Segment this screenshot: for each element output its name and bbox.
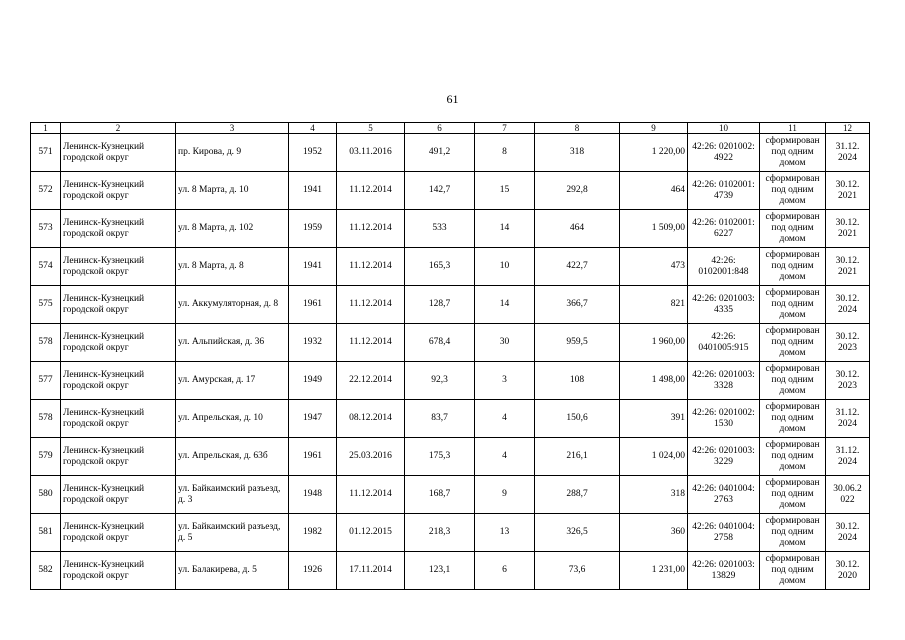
column-header: 12 <box>826 123 870 134</box>
municipality-cell: Ленинск-Кузнецкий городской округ <box>61 362 176 400</box>
resettlement-area-cell: 216,1 <box>535 438 620 476</box>
address-cell: ул. 8 Марта, д. 8 <box>176 248 289 286</box>
amount-cell: 1 960,00 <box>620 324 688 362</box>
residents-cell: 9 <box>475 476 535 514</box>
resettlement-area-cell: 288,7 <box>535 476 620 514</box>
area-cell: 83,7 <box>405 400 475 438</box>
column-header: 2 <box>61 123 176 134</box>
date-cell: 11.12.2014 <box>337 248 405 286</box>
resettlement-area-cell: 73,6 <box>535 552 620 590</box>
table-row <box>31 362 870 400</box>
land-plot-status-cell: сформирован под одним домом <box>760 134 826 172</box>
deadline-cell: 30.06.2 022 <box>826 476 870 514</box>
row-number-cell: 581 <box>31 514 61 552</box>
municipality-cell: Ленинск-Кузнецкий городской округ <box>61 286 176 324</box>
resettlement-area-cell: 464 <box>535 210 620 248</box>
column-header: 6 <box>405 123 475 134</box>
date-cell: 08.12.2014 <box>337 400 405 438</box>
row-number-cell: 573 <box>31 210 61 248</box>
row-number-cell: 574 <box>31 248 61 286</box>
amount-cell: 464 <box>620 172 688 210</box>
land-plot-status-cell: сформирован под одним домом <box>760 172 826 210</box>
residents-cell: 6 <box>475 552 535 590</box>
table-row <box>31 400 870 438</box>
column-header: 3 <box>176 123 289 134</box>
address-cell: ул. Амурская, д. 17 <box>176 362 289 400</box>
resettlement-area-cell: 108 <box>535 362 620 400</box>
row-number-cell: 578 <box>31 400 61 438</box>
row-number-cell: 571 <box>31 134 61 172</box>
area-cell: 533 <box>405 210 475 248</box>
year-cell: 1959 <box>289 210 337 248</box>
table-row <box>31 324 870 362</box>
cadastral-number-cell: 42:26: 0201003: 13829 <box>688 552 760 590</box>
cadastral-number-cell: 42:26: 0201002: 4922 <box>688 134 760 172</box>
municipality-cell: Ленинск-Кузнецкий городской округ <box>61 514 176 552</box>
land-plot-status-cell: сформирован под одним домом <box>760 286 826 324</box>
deadline-cell: 30.12. 2020 <box>826 552 870 590</box>
address-cell: ул. Байкаимский разъезд, д. 5 <box>176 514 289 552</box>
table-row <box>31 134 870 172</box>
registry-table <box>30 122 870 590</box>
address-cell: ул. Аккумуляторная, д. 8 <box>176 286 289 324</box>
cadastral-number-cell: 42:26: 0201003: 3229 <box>688 438 760 476</box>
column-header: 8 <box>535 123 620 134</box>
row-number-cell: 577 <box>31 362 61 400</box>
resettlement-area-cell: 150,6 <box>535 400 620 438</box>
year-cell: 1961 <box>289 286 337 324</box>
year-cell: 1961 <box>289 438 337 476</box>
year-cell: 1982 <box>289 514 337 552</box>
land-plot-status-cell: сформирован под одним домом <box>760 324 826 362</box>
column-header: 7 <box>475 123 535 134</box>
year-cell: 1926 <box>289 552 337 590</box>
row-number-cell: 582 <box>31 552 61 590</box>
date-cell: 01.12.2015 <box>337 514 405 552</box>
date-cell: 11.12.2014 <box>337 286 405 324</box>
deadline-cell: 30.12. 2021 <box>826 248 870 286</box>
cadastral-number-cell: 42:26: 0201003: 3328 <box>688 362 760 400</box>
amount-cell: 391 <box>620 400 688 438</box>
residents-cell: 8 <box>475 134 535 172</box>
residents-cell: 4 <box>475 400 535 438</box>
date-cell: 22.12.2014 <box>337 362 405 400</box>
residents-cell: 14 <box>475 286 535 324</box>
area-cell: 491,2 <box>405 134 475 172</box>
year-cell: 1952 <box>289 134 337 172</box>
land-plot-status-cell: сформирован под одним домом <box>760 514 826 552</box>
residents-cell: 15 <box>475 172 535 210</box>
table-row <box>31 248 870 286</box>
municipality-cell: Ленинск-Кузнецкий городской округ <box>61 210 176 248</box>
header-row <box>31 123 870 134</box>
residents-cell: 4 <box>475 438 535 476</box>
municipality-cell: Ленинск-Кузнецкий городской округ <box>61 324 176 362</box>
row-number-cell: 580 <box>31 476 61 514</box>
column-header: 1 <box>31 123 61 134</box>
address-cell: ул. Апрельская, д. 10 <box>176 400 289 438</box>
amount-cell: 318 <box>620 476 688 514</box>
land-plot-status-cell: сформирован под одним домом <box>760 552 826 590</box>
area-cell: 128,7 <box>405 286 475 324</box>
date-cell: 17.11.2014 <box>337 552 405 590</box>
deadline-cell: 30.12. 2021 <box>826 210 870 248</box>
address-cell: ул. 8 Марта, д. 102 <box>176 210 289 248</box>
column-header: 10 <box>688 123 760 134</box>
row-number-cell: 572 <box>31 172 61 210</box>
area-cell: 92,3 <box>405 362 475 400</box>
municipality-cell: Ленинск-Кузнецкий городской округ <box>61 400 176 438</box>
year-cell: 1949 <box>289 362 337 400</box>
area-cell: 218,3 <box>405 514 475 552</box>
table-row <box>31 172 870 210</box>
amount-cell: 1 024,00 <box>620 438 688 476</box>
column-header: 11 <box>760 123 826 134</box>
cadastral-number-cell: 42:26: 0102001:848 <box>688 248 760 286</box>
year-cell: 1948 <box>289 476 337 514</box>
area-cell: 165,3 <box>405 248 475 286</box>
resettlement-area-cell: 318 <box>535 134 620 172</box>
address-cell: ул. Апрельская, д. 63б <box>176 438 289 476</box>
row-number-cell: 578 <box>31 324 61 362</box>
land-plot-status-cell: сформирован под одним домом <box>760 400 826 438</box>
area-cell: 175,3 <box>405 438 475 476</box>
residents-cell: 14 <box>475 210 535 248</box>
table-row <box>31 210 870 248</box>
table-row <box>31 514 870 552</box>
amount-cell: 360 <box>620 514 688 552</box>
amount-cell: 1 498,00 <box>620 362 688 400</box>
year-cell: 1941 <box>289 248 337 286</box>
amount-cell: 473 <box>620 248 688 286</box>
date-cell: 25.03.2016 <box>337 438 405 476</box>
deadline-cell: 30.12. 2021 <box>826 172 870 210</box>
residents-cell: 10 <box>475 248 535 286</box>
deadline-cell: 30.12. 2023 <box>826 362 870 400</box>
column-header: 4 <box>289 123 337 134</box>
area-cell: 142,7 <box>405 172 475 210</box>
deadline-cell: 31.12. 2024 <box>826 400 870 438</box>
municipality-cell: Ленинск-Кузнецкий городской округ <box>61 248 176 286</box>
municipality-cell: Ленинск-Кузнецкий городской округ <box>61 552 176 590</box>
land-plot-status-cell: сформирован под одним домом <box>760 476 826 514</box>
residents-cell: 13 <box>475 514 535 552</box>
municipality-cell: Ленинск-Кузнецкий городской округ <box>61 476 176 514</box>
date-cell: 11.12.2014 <box>337 476 405 514</box>
resettlement-area-cell: 959,5 <box>535 324 620 362</box>
cadastral-number-cell: 42:26: 0401004: 2763 <box>688 476 760 514</box>
table-row <box>31 476 870 514</box>
amount-cell: 1 509,00 <box>620 210 688 248</box>
table-row <box>31 438 870 476</box>
address-cell: пр. Кирова, д. 9 <box>176 134 289 172</box>
resettlement-area-cell: 326,5 <box>535 514 620 552</box>
deadline-cell: 31.12. 2024 <box>826 134 870 172</box>
municipality-cell: Ленинск-Кузнецкий городской округ <box>61 172 176 210</box>
amount-cell: 1 231,00 <box>620 552 688 590</box>
resettlement-area-cell: 292,8 <box>535 172 620 210</box>
amount-cell: 821 <box>620 286 688 324</box>
cadastral-number-cell: 42:26: 0102001: 4739 <box>688 172 760 210</box>
land-plot-status-cell: сформирован под одним домом <box>760 210 826 248</box>
year-cell: 1947 <box>289 400 337 438</box>
resettlement-area-cell: 422,7 <box>535 248 620 286</box>
land-plot-status-cell: сформирован под одним домом <box>760 438 826 476</box>
cadastral-number-cell: 42:26: 0201003: 4335 <box>688 286 760 324</box>
deadline-cell: 31.12. 2024 <box>826 438 870 476</box>
page-number: 61 <box>446 92 459 106</box>
residents-cell: 30 <box>475 324 535 362</box>
municipality-cell: Ленинск-Кузнецкий городской округ <box>61 438 176 476</box>
land-plot-status-cell: сформирован под одним домом <box>760 362 826 400</box>
cadastral-number-cell: 42:26: 0201002: 1530 <box>688 400 760 438</box>
table-row <box>31 552 870 590</box>
deadline-cell: 30.12. 2023 <box>826 324 870 362</box>
year-cell: 1941 <box>289 172 337 210</box>
column-header: 9 <box>620 123 688 134</box>
cadastral-number-cell: 42:26: 0401005:915 <box>688 324 760 362</box>
deadline-cell: 30.12. 2024 <box>826 286 870 324</box>
date-cell: 11.12.2014 <box>337 324 405 362</box>
area-cell: 678,4 <box>405 324 475 362</box>
address-cell: ул. Балакирева, д. 5 <box>176 552 289 590</box>
date-cell: 11.12.2014 <box>337 210 405 248</box>
land-plot-status-cell: сформирован под одним домом <box>760 248 826 286</box>
date-cell: 03.11.2016 <box>337 134 405 172</box>
row-number-cell: 575 <box>31 286 61 324</box>
address-cell: ул. Байкаимский разъезд, д. 3 <box>176 476 289 514</box>
area-cell: 123,1 <box>405 552 475 590</box>
address-cell: ул. 8 Марта, д. 10 <box>176 172 289 210</box>
resettlement-area-cell: 366,7 <box>535 286 620 324</box>
deadline-cell: 30.12. 2024 <box>826 514 870 552</box>
row-number-cell: 579 <box>31 438 61 476</box>
column-header: 5 <box>337 123 405 134</box>
year-cell: 1932 <box>289 324 337 362</box>
area-cell: 168,7 <box>405 476 475 514</box>
cadastral-number-cell: 42:26: 0102001: 6227 <box>688 210 760 248</box>
municipality-cell: Ленинск-Кузнецкий городской округ <box>61 134 176 172</box>
residents-cell: 3 <box>475 362 535 400</box>
amount-cell: 1 220,00 <box>620 134 688 172</box>
address-cell: ул. Альпийская, д. 36 <box>176 324 289 362</box>
cadastral-number-cell: 42:26: 0401004: 2758 <box>688 514 760 552</box>
table-body <box>31 123 870 590</box>
date-cell: 11.12.2014 <box>337 172 405 210</box>
table-row <box>31 286 870 324</box>
